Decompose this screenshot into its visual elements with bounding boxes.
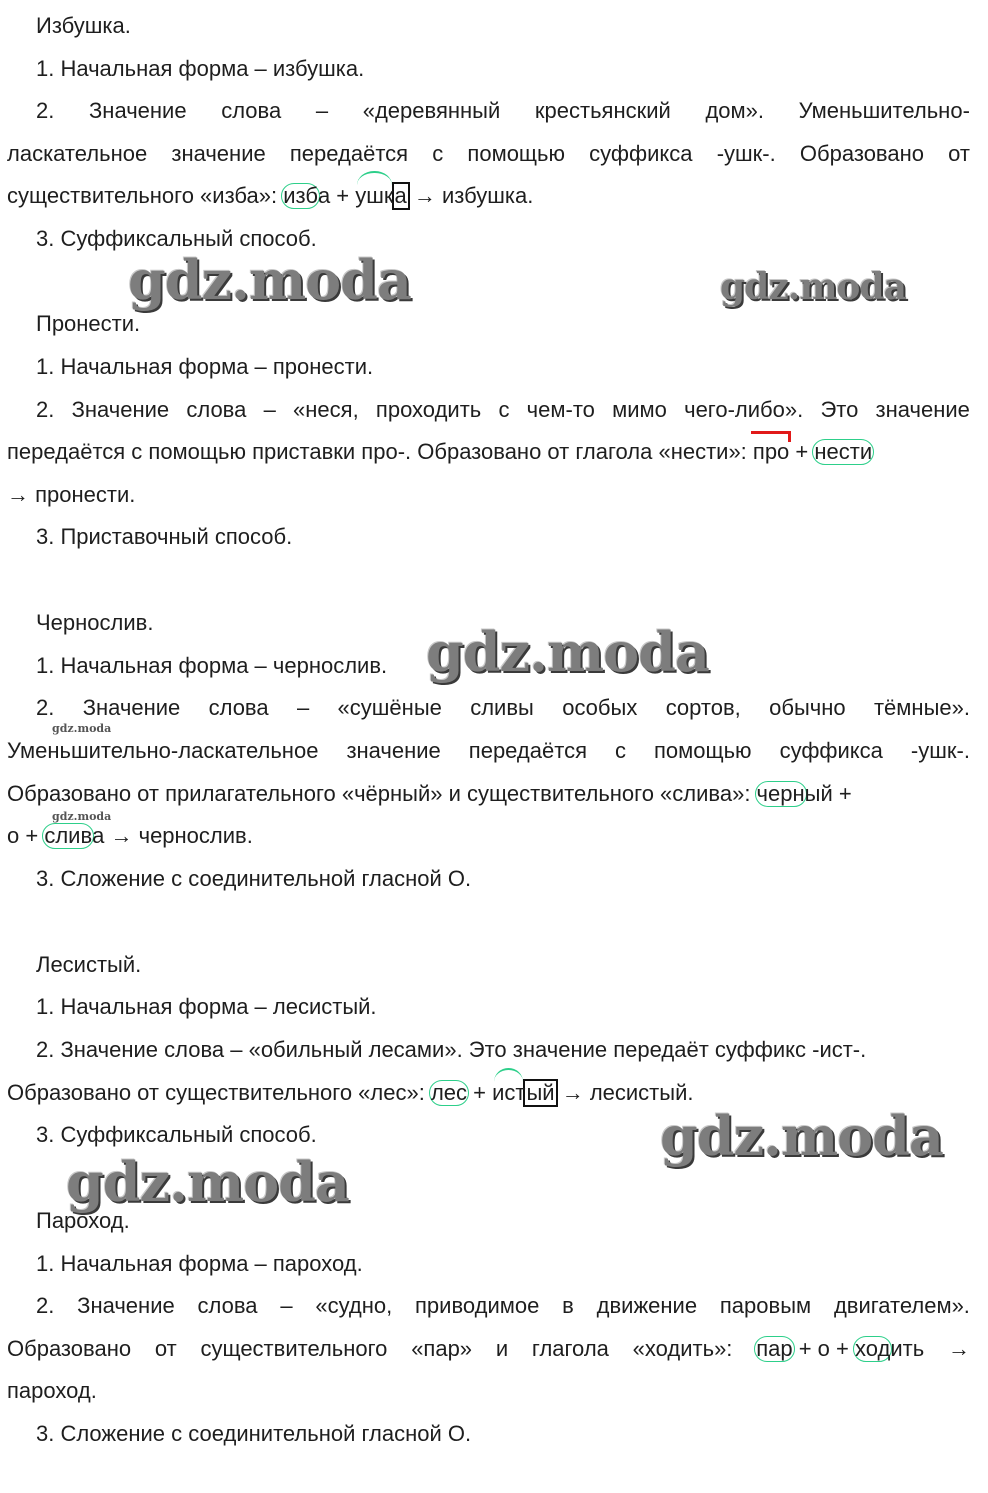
root-mark: лес — [430, 1080, 468, 1105]
watermark: gdz.moda — [66, 1150, 349, 1214]
heading-izbushka: Избушка. — [36, 13, 131, 38]
morpheme-analysis-parokhod: Образовано от существительного «пар» и глагола «ходить»: пар + о + ходить → — [7, 1336, 970, 1361]
meaning-line-izbushka-2: ласкательное значение передаётся с помощью суффикса -ушк-. Образовано от — [7, 141, 970, 166]
heading-lesistyi: Лесистый. — [36, 952, 142, 977]
initial-form-chernosliv: 1. Начальная форма – чернослив. — [36, 653, 388, 678]
heading-parokhod: Пароход. — [36, 1208, 130, 1233]
initial-form-lesistyi: 1. Начальная форма – лесистый. — [36, 994, 377, 1019]
heading-pronesti: Пронести. — [36, 311, 141, 336]
watermark: gdz.moda — [720, 266, 906, 308]
method-izbushka: 3. Суффиксальный способ. — [36, 226, 317, 251]
initial-form-pronesti: 1. Начальная форма – пронести. — [36, 354, 374, 379]
initial-form-izbushka: 1. Начальная форма – избушка. — [36, 56, 365, 81]
morpheme-analysis-lesistyi: Образовано от существительного «лес»: лес + истый → лесистый. — [7, 1080, 694, 1105]
meaning-line-izbushka-1: 2. Значение слова – «деревянный крестьянский дом». Уменьшительно- — [36, 98, 970, 123]
watermark: gdz.moda — [52, 722, 112, 735]
method-chernosliv: 3. Сложение с соединительной гласной О. — [36, 866, 472, 891]
root-mark: слив — [44, 823, 93, 848]
method-parokhod: 3. Сложение с соединительной гласной О. — [36, 1421, 472, 1446]
root-mark: изб — [283, 183, 318, 208]
morpheme-analysis-izbushka: существительного «изба»: изба + ушка → избушка. — [7, 183, 534, 208]
initial-form-parokhod: 1. Начальная форма – пароход. — [36, 1251, 363, 1276]
suffix-mark: ист — [492, 1080, 526, 1105]
result-parokhod: пароход. — [7, 1378, 97, 1403]
root-mark: черн — [756, 781, 805, 806]
method-lesistyi: 3. Суффиксальный способ. — [36, 1122, 317, 1147]
meaning-line-pronesti-1: 2. Значение слова – «неся, проходить с чем-то мимо чего-либо». Это значение — [36, 397, 970, 422]
result-pronesti: → пронести. — [7, 482, 136, 507]
meaning-line-lesistyi-1: 2. Значение слова – «обильный лесами». Это значение передаёт суффикс -ист-. — [36, 1037, 867, 1062]
morpheme-analysis-chernosliv: о + слива → чернослив. — [7, 823, 253, 848]
root-mark: ход — [855, 1336, 891, 1361]
meaning-line-parokhod-1: 2. Значение слова – «судно, приводимое в движение паровым двигателем». — [36, 1293, 970, 1318]
prefix-mark: про — [752, 439, 790, 464]
heading-chernosliv: Чернослив. — [36, 610, 154, 635]
root-mark: пар — [756, 1336, 793, 1361]
meaning-line-chernosliv-1: 2. Значение слова – «сушёные сливы особых сортов, обычно тёмные». — [36, 695, 970, 720]
watermark: gdz.moda — [660, 1104, 943, 1168]
morpheme-analysis-pronesti: передаётся с помощью приставки про-. Образовано от глагола «нести»: про + нести — [7, 439, 873, 464]
method-pronesti: 3. Приставочный способ. — [36, 524, 293, 549]
watermark: gdz.moda — [128, 248, 411, 312]
root-mark: нести — [814, 439, 873, 464]
ending-mark: ый — [523, 1079, 557, 1107]
ending-mark: а — [392, 182, 410, 210]
meaning-line-chernosliv-3: Образовано от прилагательного «чёрный» и существительного «слива»: черный + — [7, 781, 852, 806]
suffix-mark: ушк — [355, 183, 394, 208]
meaning-line-chernosliv-2: Уменьшительно-ласкательное значение передаётся с помощью суффикса -ушк-. — [7, 738, 970, 763]
watermark: gdz.moda — [426, 620, 709, 684]
watermark: gdz.moda — [52, 810, 112, 823]
